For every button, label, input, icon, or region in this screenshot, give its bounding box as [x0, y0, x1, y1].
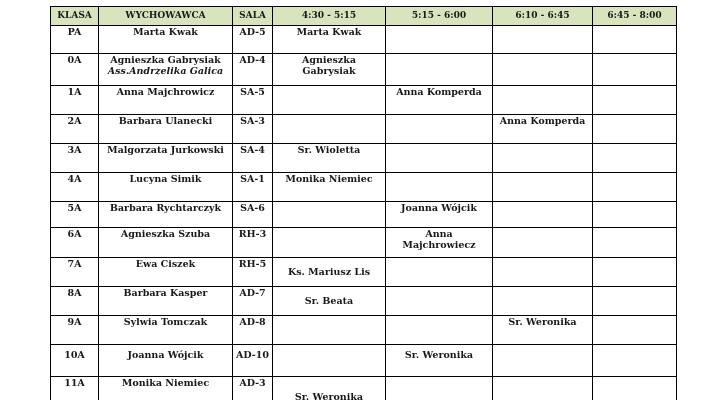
cell-slot1 [273, 202, 386, 228]
cell-slot3 [493, 287, 593, 316]
cell-slot3 [493, 202, 593, 228]
cell-wychowawca: Ewa Ciszek [99, 258, 233, 287]
cell-slot1-line1: Agnieszka [301, 55, 357, 66]
table-row [51, 287, 677, 316]
schedule-table [50, 6, 677, 400]
cell-wychowawca: Barbara Ulanecki [99, 115, 233, 144]
header-sala: SALA [233, 7, 273, 26]
cell-slot1 [273, 345, 386, 377]
cell-klasa: 6A [51, 228, 99, 258]
cell-slot2 [386, 228, 493, 258]
header-slot2: 5:15 - 6:00 [386, 7, 493, 26]
cell-klasa: PA [51, 26, 99, 54]
cell-slot3 [493, 54, 593, 86]
cell-sala: AD-3 [233, 377, 273, 400]
cell-wychowawca: Anna Majchrowicz [99, 86, 233, 115]
cell-wychowawca: Monika Niemiec [99, 377, 233, 400]
table-row [51, 228, 677, 258]
cell-slot3 [493, 86, 593, 115]
cell-wychowawca-line2: Ass.Andrzelika Galica [107, 66, 224, 77]
cell-wychowawca: Barbara Kasper [99, 287, 233, 316]
cell-slot1 [273, 316, 386, 345]
table-row [51, 26, 677, 54]
cell-slot1: Sr. Beata [273, 287, 386, 316]
cell-klasa: 4A [51, 173, 99, 202]
header-wychowawca: WYCHOWAWCA [99, 7, 233, 26]
cell-slot1 [273, 115, 386, 144]
cell-slot3 [493, 173, 593, 202]
cell-slot2-line2: Majchrowiecz [402, 240, 476, 251]
cell-sala: AD-4 [233, 54, 273, 86]
cell-klasa: 7A [51, 258, 99, 287]
table-row [51, 377, 677, 400]
cell-slot2: Joanna Wójcik [386, 202, 493, 228]
cell-slot3 [493, 377, 593, 400]
cell-wychowawca: Barbara Rychtarczyk [99, 202, 233, 228]
cell-slot4 [593, 115, 677, 144]
cell-wychowawca: Sylwia Tomczak [99, 316, 233, 345]
cell-slot1 [273, 86, 386, 115]
cell-wychowawca-line1: Agnieszka Gabrysiak [110, 55, 221, 66]
cell-slot2 [386, 115, 493, 144]
table-row [51, 54, 677, 86]
table-row [51, 86, 677, 115]
cell-slot2 [386, 316, 493, 345]
cell-slot3 [493, 345, 593, 377]
cell-sala: SA-6 [233, 202, 273, 228]
cell-slot2 [386, 258, 493, 287]
cell-slot3: Anna Komperda [493, 115, 593, 144]
cell-slot1: Ks. Mariusz Lis [273, 258, 386, 287]
cell-slot3 [493, 144, 593, 173]
cell-slot1 [273, 54, 386, 86]
cell-slot1: Monika Niemiec [273, 173, 386, 202]
table-row [51, 115, 677, 144]
cell-klasa: 1A [51, 86, 99, 115]
header-slot3: 6:10 - 6:45 [493, 7, 593, 26]
table-row [51, 144, 677, 173]
table-row [51, 345, 677, 377]
header-slot1: 4:30 - 5:15 [273, 7, 386, 26]
cell-slot4 [593, 54, 677, 86]
cell-slot1-line2: Gabrysiak [302, 66, 356, 77]
cell-sala: AD-10 [233, 345, 273, 377]
cell-sala: SA-5 [233, 86, 273, 115]
cell-sala: SA-4 [233, 144, 273, 173]
cell-slot4 [593, 316, 677, 345]
cell-slot2 [386, 26, 493, 54]
cell-slot2 [386, 173, 493, 202]
cell-wychowawca: Malgorzata Jurkowski [99, 144, 233, 173]
cell-slot1: Sr. Wioletta [273, 144, 386, 173]
header-row [51, 7, 677, 26]
table-row [51, 316, 677, 345]
cell-sala: SA-3 [233, 115, 273, 144]
cell-klasa: 10A [51, 345, 99, 377]
cell-slot4 [593, 26, 677, 54]
cell-wychowawca: Agnieszka Szuba [99, 228, 233, 258]
cell-slot3: Sr. Weronika [493, 316, 593, 345]
cell-slot4 [593, 86, 677, 115]
cell-klasa: 11A [51, 377, 99, 400]
cell-slot4 [593, 202, 677, 228]
cell-sala: AD-8 [233, 316, 273, 345]
cell-wychowawca: Marta Kwak [99, 26, 233, 54]
cell-sala: AD-5 [233, 26, 273, 54]
header-slot4: 6:45 - 8:00 [593, 7, 677, 26]
cell-slot2-line1: Anna [425, 229, 453, 240]
cell-slot4 [593, 377, 677, 400]
cell-wychowawca: Lucyna Simik [99, 173, 233, 202]
cell-slot2 [386, 54, 493, 86]
cell-wychowawca [99, 54, 233, 86]
cell-slot2 [386, 144, 493, 173]
table-row [51, 202, 677, 228]
cell-slot4 [593, 144, 677, 173]
cell-sala: RH-5 [233, 258, 273, 287]
cell-slot4 [593, 173, 677, 202]
cell-slot4 [593, 228, 677, 258]
cell-klasa: 0A [51, 54, 99, 86]
cell-slot3 [493, 258, 593, 287]
cell-klasa: 3A [51, 144, 99, 173]
cell-slot2 [386, 377, 493, 400]
table-row [51, 173, 677, 202]
cell-wychowawca: Joanna Wójcik [99, 345, 233, 377]
cell-sala: RH-3 [233, 228, 273, 258]
cell-klasa: 2A [51, 115, 99, 144]
cell-slot2 [386, 287, 493, 316]
cell-klasa: 5A [51, 202, 99, 228]
cell-slot1: Marta Kwak [273, 26, 386, 54]
cell-klasa: 9A [51, 316, 99, 345]
cell-slot2: Sr. Weronika [386, 345, 493, 377]
cell-slot4 [593, 258, 677, 287]
cell-slot1: Sr. Weronika [273, 377, 386, 400]
header-klasa: KLASA [51, 7, 99, 26]
cell-slot3 [493, 26, 593, 54]
cell-slot3 [493, 228, 593, 258]
cell-slot2: Anna Komperda [386, 86, 493, 115]
cell-klasa: 8A [51, 287, 99, 316]
table-row [51, 258, 677, 287]
cell-sala: AD-7 [233, 287, 273, 316]
cell-slot4 [593, 345, 677, 377]
cell-slot1 [273, 228, 386, 258]
cell-sala: SA-1 [233, 173, 273, 202]
cell-slot4 [593, 287, 677, 316]
